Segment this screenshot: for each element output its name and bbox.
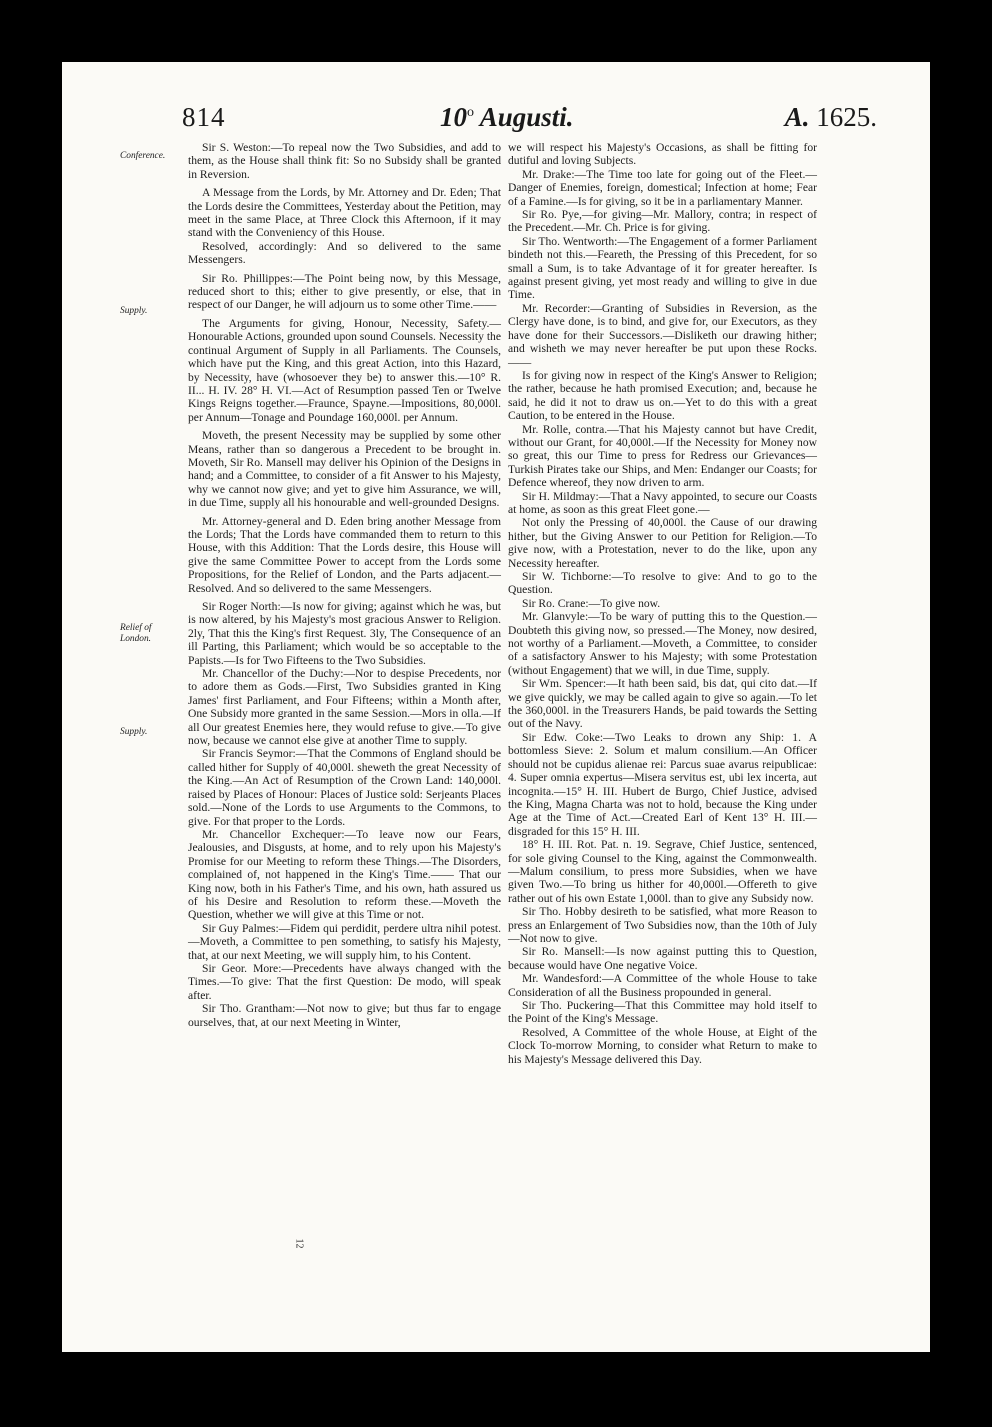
page-header [182,102,882,136]
paragraph: Sir Tho. Grantham:—Not now to give; but thus far to engage ourselves, that, at our next Meeting in Winter, [188,1002,501,1029]
paragraph: Mr. Drake:—The Time too late for going out of the Fleet.—Danger of Enemies, foreign, domestical; Infection at home; Fear of a Famine.—Is for giving, so it be in a parliamentary Manner. [508,167,817,208]
paragraph: Mr. Rolle, contra.—That his Majesty cannot but have Credit, without our Grant, for 40,000l.—If the Necessity for Money now so great, this our Time to press for Redress our Grievances—Turkish Pirates take our Ships, and Men: Endanger our Coasts; for Defence whereof, they now driven to arm. [508,422,817,490]
paragraph: Sir Geor. More:—Precedents have always changed with the Times.—To give: That the first Question: De modo, will speak after. [188,961,501,1002]
year-value: 1625. [816,102,877,132]
footer-mark: 12 [293,1238,305,1249]
paragraph: Sir Tho. Wentworth:—The Engagement of a former Parliament bindeth not this.—Feareth, the Pressing of this Precedent, for so small a Sum, is to take Advantage of it for greater hereafter. Is against present giving, yet most ready and willing to give in due Time. [508,234,817,302]
paragraph: Sir Tho. Hobby desireth to be satisfied, what more Reason to press an Enlargement of Two Subsidies now, than the 10th of July—Not now to give. [508,905,817,945]
margin-note-supply: Supply. [120,306,148,316]
paragraph: Mr. Chancellor Exchequer:—To leave now our Fears, Jealousies, and Disgusts, at home, and to rely upon his Majesty's Promise for our Meeting to reform these Things.—The Disorders, complained of, not happened in the King's Time.—— That our King now, both in his Father's Time, and his own, hath assured us of his Desire and Resolution to reform these.—Moveth the Question, whether we will give at this Time or not. [188,827,501,922]
header-year [785,102,877,133]
date-word: Augusti. [479,102,574,132]
paragraph: Sir Francis Seymor:—That the Commons of England should be called hither for Supply of 40,000l. sheweth the great Necessity of the King.—An Act of Resumption of the Crown Land: 140,000l. raised by Places of Honour: Places of Justice sold: Serjeants Places sold.—None of the Lords to use Arguments to the Commons, to give. For that proper to the Lords. [188,747,501,828]
margin-note-relief-of-london: Relief of London. [120,623,152,644]
paragraph: Sir Ro. Phillippes:—The Point being now, by this Message, reduced short to this; either to give presently, or else, that in respect of our Danger, he will adjourn us to some other Time.—— [188,271,501,312]
margin-note-conference: Conference. [120,151,166,161]
year-letter: A. [784,102,810,132]
right-column [508,141,817,1066]
margin-note-supply: Supply. [120,727,148,737]
header-date [440,102,574,133]
date-ordinal: o [467,105,474,120]
paragraph: Resolved, accordingly: And so delivered to the same Messengers. [188,239,501,267]
paragraph: A Message from the Lords, by Mr. Attorney and Dr. Eden; That the Lords desire the Committees, Yesterday about the Petition, may meet in the same Place, at Three Clock this Afternoon, if it may stand with the Conveniency of this House. [188,186,501,240]
paragraph: Sir Tho. Puckering—That this Committee may hold itself to the Point of the King's Message. [508,999,817,1026]
paragraph: Moveth, the present Necessity may be supplied by some other Means, rather than so dangerous a Precedent to be brought in. Moveth, Sir Ro. Mansell may deliver his Opinion of the Designs in hand; and a Committee, to consider of a fit Answer to his Majesty, why we cannot now give; and yet to give him Assurance, we will, in due Time, supply all his honourable and well-grounded Designs. [188,429,501,510]
paragraph: Mr. Wandesford:—A Committee of the whole House to take Consideration of all the Business propounded in general. [508,972,817,999]
paragraph: The Arguments for giving, Honour, Necessity, Safety.—Honourable Actions, grounded upon sound Counsels. Necessity the continual Argument of Supply in all Parliaments. The Counsels, which have put the King, and this great Action, into this Hazard, by Necessity, have (whosoever they be) to answer this.—10° R. II... H. IV. 28° H. VI.—Act of Resumption passed Ten or Twelve Kings Reigns together.—Fraunce, Spayne.—Impositions, 80,000l. per Annum—Tonage and Poundage 160,000l. per Annum. [188,316,501,424]
paragraph: Mr. Chancellor of the Duchy:—Nor to despise Precedents, nor to adore them as Gods.—First, Two Subsidies granted in King James' first Parliament, and Four Fifteens; within a Month after, One Subsidy more granted in the same Session.—Mors in olla.—If all Our greatest Enemies here, they would refuse to give.—To give now, because we cannot else give at another Time to supply. [188,667,501,748]
paragraph: Sir Wm. Spencer:—It hath been said, bis dat, qui cito dat.—If we give quickly, we may be called again to give so again.—To let the 360,000l. in the Treasurers Hands, be paid towards the Setting out of the Navy. [508,677,817,731]
page-number: 814 [182,102,226,132]
paragraph: Sir W. Tichborne:—To resolve to give: And to go to the Question. [508,570,817,597]
date-number: 10 [440,102,467,132]
paragraph: Mr. Attorney-general and D. Eden bring another Message from the Lords; That the Lords have commanded them to return to this House, with this Addition: That the Lords desire, this House will give the same Committee Power to accept from the Lords some Propositions, for the Relief of London, and the Parts adjacent.—Resolved. And so delivered to the same Messengers. [188,514,501,595]
paragraph: Sir Guy Palmes:—Fidem qui perdidit, perdere ultra nihil potest.—Moveth, a Committee to pen something, to satisfy his Majesty, that, at our next Meeting, we will supply him, to his Content. [188,921,501,962]
paragraph: Mr. Glanvyle:—To be wary of putting this to the Question.—Doubteth this giving now, so pressed.—The Money, now desired, not worthy of a Parliament.—Moveth, a Committee, to consider of a satisfactory Answer to his Majesty; with some Protestation (without Engagement) that we will, in due Time, supply. [508,610,817,677]
paragraph: we will respect his Majesty's Occasions, as shall be fitting for dutiful and loving Subjects. [508,141,817,168]
paragraph: Not only the Pressing of 40,000l. the Cause of our drawing hither, but the Giving Answer to our Petition for Religion.—To give now, with a Protestation, never to do the like, upon any Necessity hereafter. [508,516,817,570]
paragraph: Sir Edw. Coke:—Two Leaks to drown any Ship: 1. A bottomless Sieve: 2. Solum et malum consilium.—An Officer should not be cupidus alienae rei: Parcus suae avarus reipublicae: 4. Super omnia expertus—Misera servitus est, ubi lex incerta, aut incognita.—15° H. III. Hubert de Burgo, Chief Justice, advised the King, Magna Charta was not to hold, because the King under Age at the Time of Act.—Created Earl of Kent 13° H. III.—disgraded for this 15° H. III. [508,730,817,838]
paragraph: Sir Ro. Crane:—To give now. [522,596,661,610]
paragraph: Sir Ro. Pye,—for giving—Mr. Mallory, contra; in respect of the Precedent.—Mr. Ch. Price is for giving. [508,208,817,235]
paragraph: Sir Roger North:—Is now for giving; against which he was, but is now altered, by his Majesty's most gracious Answer to Religion. 2ly, That this the King's first Request. 3ly, The Consequence of an ill Parting, this Parliament; which would be so acceptable to the Papists.—Is for Two Fifteens to the Two Subsidies. [188,600,501,667]
paragraph: 18° H. III. Rot. Pat. n. 19. Segrave, Chief Justice, sentenced, for sole giving Counsel to the King, against the Commonwealth.—Malum consilium, to press more Subsidies, when we have given Two.—To bring us hither for 40,000l.—Offereth to give rather out of his own Estate 1,000l. than to give any Subsidy now. [508,838,817,905]
left-column [188,141,501,1029]
paragraph: Resolved, A Committee of the whole House, at Eight of the Clock To-morrow Morning, to consider what Return to make to his Majesty's Message delivered this Day. [508,1025,817,1066]
paragraph: Sir S. Weston:—To repeal now the Two Subsidies, and add to them, as the House shall think fit: So no Subsidy shall be granted in Reversion. [188,141,501,181]
document-page [62,62,930,1352]
paragraph: Mr. Recorder:—Granting of Subsidies in Reversion, as the Clergy have done, is to bind, and give for, our Executors, as they have done for their Successors.—Disliketh our drawing hither; and wisheth we may never hereafter be put upon these Rocks.—— [508,301,817,369]
paragraph: Sir H. Mildmay:—That a Navy appointed, to secure our Coasts at home, as soon as this great Fleet gone.— [508,489,817,516]
paragraph: Is for giving now in respect of the King's Answer to Religion; the rather, because he hath promised Execution; and, because he said, he did it not to draw us on.—Yet to do this with a great Caution, to be entered in the House. [508,368,817,423]
paragraph: Sir Ro. Mansell:—Is now against putting this to Question, because would have One negative Voice. [508,945,817,972]
